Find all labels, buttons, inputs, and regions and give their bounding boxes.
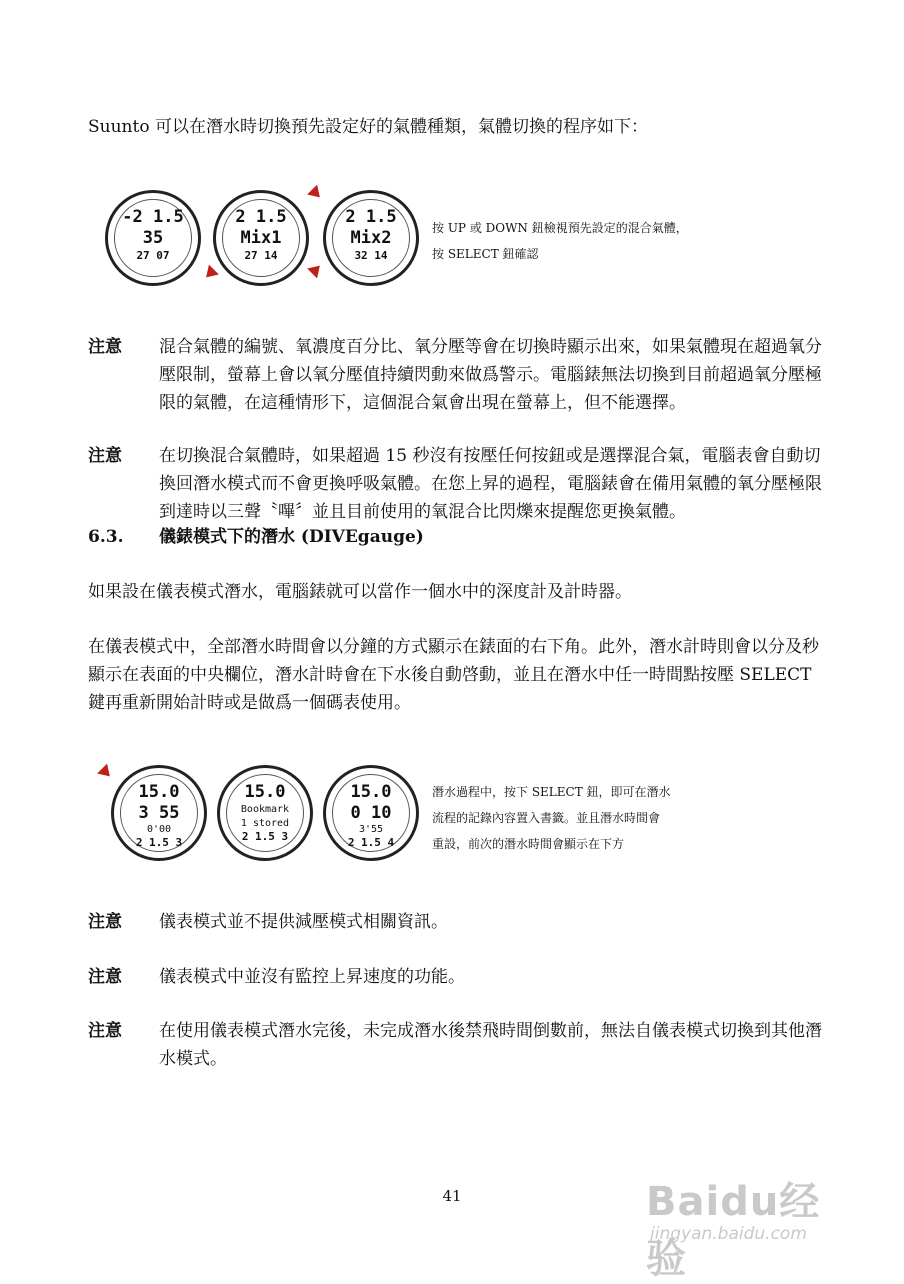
watch-main: 0 10	[350, 803, 392, 823]
note-label: 注意	[88, 337, 122, 357]
watch-bottom: 27 07	[136, 249, 170, 262]
watch-depth: 2 1.5	[345, 207, 397, 227]
watch-depth: 15.0	[244, 782, 286, 802]
note-no-deco	[88, 908, 828, 936]
watch-main: Mix1	[240, 228, 282, 248]
section-heading	[88, 523, 424, 551]
note-text: 在使用儀表模式潛水完後，未完成潛水後禁飛時間倒數前，無法自儀表模式切換到其他潛水模式。	[159, 1021, 822, 1069]
watch-bottom: 27 14	[244, 249, 278, 262]
gas-switch-figure	[105, 190, 425, 290]
caption-line: 流程的記錄內容置入書籤。並且潛水時間會	[432, 811, 661, 825]
watch-display-2	[213, 190, 309, 286]
caption-line: 重設，前次的潛水時間會顯示在下方	[432, 837, 625, 851]
intro-text: Suunto 可以在潛水時切換預先設定好的氣體種類，氣體切換的程序如下：	[88, 117, 648, 137]
watch-bottom: 2 1.5 3	[135, 836, 183, 849]
note-label: 注意	[88, 1021, 122, 1041]
note-text: 儀表模式並不提供減壓模式相關資訊。	[159, 912, 448, 932]
note-label: 注意	[88, 912, 122, 932]
watch-depth: -2 1.5	[122, 207, 184, 227]
note-gas-limit	[88, 333, 828, 417]
watch-depth: 15.0	[138, 782, 180, 802]
watch-bottom: 32 14	[354, 249, 388, 262]
watch-bottom: 2 1.5 4	[347, 836, 395, 849]
button-press-arrow-icon	[201, 265, 219, 283]
watermark-url: jingyan.baidu.com	[650, 1224, 807, 1244]
watermark	[646, 1150, 854, 1282]
note-label: 注意	[88, 446, 122, 466]
section-title: 儀錶模式下的潛水 (DIVEgauge)	[159, 527, 424, 547]
watch-depth: 2 1.5	[235, 207, 287, 227]
watch-sub: 1 stored	[240, 818, 290, 829]
figure2-caption	[432, 779, 671, 857]
watch-depth: 15.0	[350, 782, 392, 802]
watch-display-1	[105, 190, 201, 286]
watermark-brand: Baidu经验	[646, 1179, 821, 1282]
paragraph-gauge-intro: 如果設在儀表模式潛水，電腦錶就可以當作一個水中的深度計及計時器。	[88, 582, 632, 602]
watch-main: Mix2	[350, 228, 392, 248]
note-no-ascent-rate	[88, 963, 828, 991]
note-label: 注意	[88, 967, 122, 987]
button-press-arrow-icon	[307, 261, 325, 279]
note-text: 混合氣體的編號、氧濃度百分比、氧分壓等會在切換時顯示出來，如果氣體現在超過氧分壓限制，螢幕上會以氧分壓值持續閃動來做爲警示。電腦錶無法切換到目前超過氧分壓極限的氣體，在這種情形下，這個混合氣會出現在螢幕上，但不能選擇。	[159, 337, 822, 413]
watch-display-2	[217, 765, 313, 861]
watch-main: 35	[142, 228, 164, 248]
watch-display-1	[111, 765, 207, 861]
watch-main: Bookmark	[240, 804, 290, 815]
page-number: 41	[442, 1187, 462, 1205]
watch-sub: 3'55	[358, 824, 384, 835]
note-no-fly	[88, 1017, 828, 1073]
watch-display-3	[323, 765, 419, 861]
bookmark-figure	[105, 765, 425, 865]
button-press-arrow-icon	[307, 185, 325, 203]
caption-line: 按 UP 或 DOWN 鈕檢視預先設定的混合氣體，	[432, 221, 688, 235]
watch-sub: 0'00	[146, 824, 172, 835]
button-press-arrow-icon	[97, 764, 115, 782]
caption-line: 潛水過程中，按下 SELECT 鈕，即可在潛水	[432, 785, 671, 799]
figure1-caption	[432, 215, 688, 267]
caption-line: 按 SELECT 鈕確認	[432, 247, 539, 261]
note-text: 儀表模式中並沒有監控上昇速度的功能。	[159, 967, 465, 987]
note-gas-timeout	[88, 442, 828, 526]
note-text: 在切換混合氣體時，如果超過 15 秒沒有按壓任何按鈕或是選擇混合氣，電腦表會自動切換回潛水模式而不會更換呼吸氣體。在您上昇的過程，電腦錶會在備用氣體的氧分壓極限到達時以三聲〝嗶〞並且目前使用的氧混合比閃爍來提醒您更換氣體。	[159, 446, 822, 522]
watch-main: 3 55	[138, 803, 180, 823]
section-number: 6.3.	[88, 527, 124, 547]
watch-display-3	[323, 190, 419, 286]
paragraph-gauge-timer: 在儀表模式中，全部潛水時間會以分鐘的方式顯示在錶面的右下角。此外，潛水計時則會以分及秒顯示在表面的中央欄位，潛水計時會在下水後自動啓動，並且在潛水中任一時間點按壓 SELECT 鍵再重新開始計時或是做爲一個碼表使用。	[88, 637, 819, 713]
watch-bottom: 2 1.5 3	[241, 830, 289, 843]
